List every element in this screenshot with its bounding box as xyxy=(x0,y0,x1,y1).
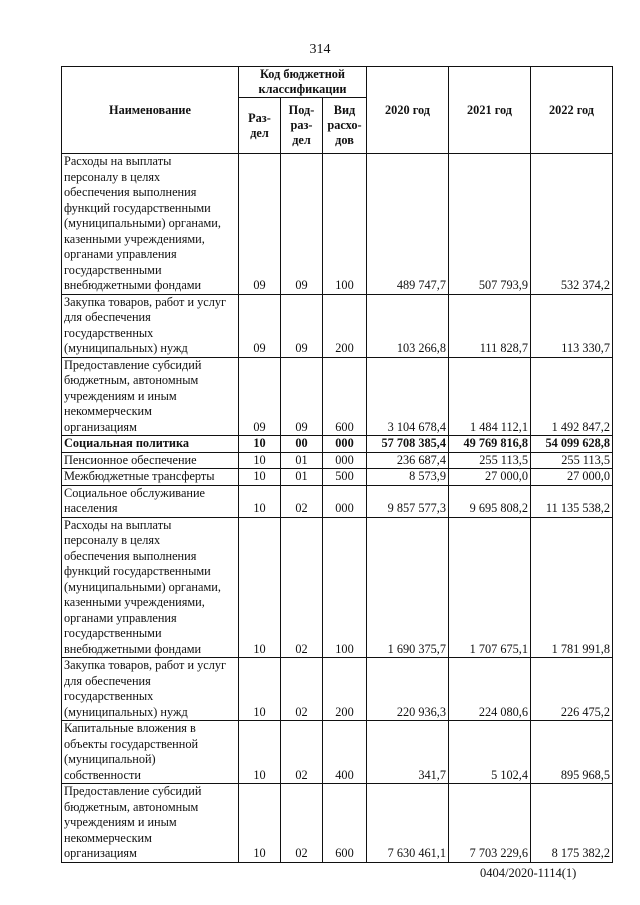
table-row xyxy=(62,154,613,295)
row-razdel: 10 xyxy=(239,784,281,863)
row-podrazdel: 00 xyxy=(281,436,323,453)
row-value-2020: 7 630 461,1 xyxy=(367,784,449,863)
row-value-2020: 9 857 577,3 xyxy=(367,485,449,517)
table-row xyxy=(62,436,613,453)
table-row xyxy=(62,469,613,486)
row-name: Закупка товаров, работ и услуг для обеспечения государственных (муниципальных) нужд xyxy=(62,294,239,357)
header-razdel: Раз- дел xyxy=(239,98,281,154)
row-name: Социальная политика xyxy=(62,436,239,453)
row-value-2022: 226 475,2 xyxy=(531,658,613,721)
row-vid: 600 xyxy=(323,357,367,436)
row-name: Предоставление субсидий бюджетным, автономным учреждениям и иным некоммерческим организациям xyxy=(62,357,239,436)
row-value-2021: 5 102,4 xyxy=(449,721,531,784)
row-value-2021: 111 828,7 xyxy=(449,294,531,357)
row-value-2020: 3 104 678,4 xyxy=(367,357,449,436)
header-vid: Вид расхо- дов xyxy=(323,98,367,154)
row-vid: 000 xyxy=(323,485,367,517)
row-podrazdel: 02 xyxy=(281,517,323,658)
row-name: Капитальные вложения в объекты государственной (муниципальной) собственности xyxy=(62,721,239,784)
budget-table xyxy=(61,66,613,863)
row-razdel: 10 xyxy=(239,517,281,658)
row-razdel: 09 xyxy=(239,357,281,436)
row-value-2021: 7 703 229,6 xyxy=(449,784,531,863)
table-row xyxy=(62,784,613,863)
header-podrazdel: Под- раз- дел xyxy=(281,98,323,154)
row-podrazdel: 02 xyxy=(281,784,323,863)
row-value-2021: 49 769 816,8 xyxy=(449,436,531,453)
row-name: Пенсионное обеспечение xyxy=(62,452,239,469)
row-value-2020: 1 690 375,7 xyxy=(367,517,449,658)
row-name: Расходы на выплаты персоналу в целях обеспечения выполнения функций государственными (муниципальными) органами, казенными учреждениями, органами управления государственными внебюджетными фондами xyxy=(62,517,239,658)
row-vid: 400 xyxy=(323,721,367,784)
row-razdel: 10 xyxy=(239,452,281,469)
page-number: 314 xyxy=(309,42,331,57)
row-value-2021: 255 113,5 xyxy=(449,452,531,469)
row-vid: 500 xyxy=(323,469,367,486)
header-2022: 2022 год xyxy=(531,67,613,154)
table-row xyxy=(62,294,613,357)
row-razdel: 09 xyxy=(239,154,281,295)
row-value-2022: 532 374,2 xyxy=(531,154,613,295)
row-value-2022: 255 113,5 xyxy=(531,452,613,469)
row-name: Закупка товаров, работ и услуг для обеспечения государственных (муниципальных) нужд xyxy=(62,658,239,721)
header-name: Наименование xyxy=(62,67,239,154)
row-value-2020: 236 687,4 xyxy=(367,452,449,469)
table-row xyxy=(62,517,613,658)
row-value-2022: 8 175 382,2 xyxy=(531,784,613,863)
row-value-2022: 54 099 628,8 xyxy=(531,436,613,453)
row-razdel: 10 xyxy=(239,658,281,721)
row-vid: 200 xyxy=(323,658,367,721)
document-number: 0404/2020-1114(1) xyxy=(480,866,577,880)
row-vid: 100 xyxy=(323,517,367,658)
row-value-2021: 1 707 675,1 xyxy=(449,517,531,658)
row-name: Расходы на выплаты персоналу в целях обеспечения выполнения функций государственными (муниципальными) органами, казенными учреждениями, органами управления государственными внебюджетными фондами xyxy=(62,154,239,295)
row-value-2022: 113 330,7 xyxy=(531,294,613,357)
row-podrazdel: 09 xyxy=(281,357,323,436)
row-name: Социальное обслуживание населения xyxy=(62,485,239,517)
row-razdel: 10 xyxy=(239,485,281,517)
row-razdel: 10 xyxy=(239,469,281,486)
table-body xyxy=(62,154,613,863)
row-value-2020: 341,7 xyxy=(367,721,449,784)
row-vid: 000 xyxy=(323,452,367,469)
row-value-2020: 220 936,3 xyxy=(367,658,449,721)
row-name: Межбюджетные трансферты xyxy=(62,469,239,486)
row-name: Предоставление субсидий бюджетным, автономным учреждениям и иным некоммерческим организациям xyxy=(62,784,239,863)
table-row xyxy=(62,485,613,517)
row-value-2020: 57 708 385,4 xyxy=(367,436,449,453)
header-2020: 2020 год xyxy=(367,67,449,154)
row-value-2022: 1 492 847,2 xyxy=(531,357,613,436)
row-razdel: 09 xyxy=(239,294,281,357)
header-2021: 2021 год xyxy=(449,67,531,154)
table-row xyxy=(62,658,613,721)
row-value-2022: 1 781 991,8 xyxy=(531,517,613,658)
row-vid: 600 xyxy=(323,784,367,863)
row-razdel: 10 xyxy=(239,436,281,453)
row-value-2021: 9 695 808,2 xyxy=(449,485,531,517)
row-podrazdel: 02 xyxy=(281,485,323,517)
row-podrazdel: 01 xyxy=(281,469,323,486)
row-podrazdel: 09 xyxy=(281,294,323,357)
row-value-2020: 489 747,7 xyxy=(367,154,449,295)
row-value-2021: 1 484 112,1 xyxy=(449,357,531,436)
row-podrazdel: 09 xyxy=(281,154,323,295)
row-value-2020: 8 573,9 xyxy=(367,469,449,486)
row-vid: 200 xyxy=(323,294,367,357)
table-row xyxy=(62,721,613,784)
row-value-2022: 27 000,0 xyxy=(531,469,613,486)
table-row xyxy=(62,357,613,436)
row-podrazdel: 02 xyxy=(281,658,323,721)
row-podrazdel: 02 xyxy=(281,721,323,784)
row-vid: 000 xyxy=(323,436,367,453)
row-vid: 100 xyxy=(323,154,367,295)
table-row xyxy=(62,452,613,469)
row-value-2021: 507 793,9 xyxy=(449,154,531,295)
row-podrazdel: 01 xyxy=(281,452,323,469)
header-code-group: Код бюджетной классификации xyxy=(239,67,367,98)
row-value-2021: 27 000,0 xyxy=(449,469,531,486)
row-value-2021: 224 080,6 xyxy=(449,658,531,721)
row-value-2022: 11 135 538,2 xyxy=(531,485,613,517)
row-razdel: 10 xyxy=(239,721,281,784)
row-value-2020: 103 266,8 xyxy=(367,294,449,357)
row-value-2022: 895 968,5 xyxy=(531,721,613,784)
